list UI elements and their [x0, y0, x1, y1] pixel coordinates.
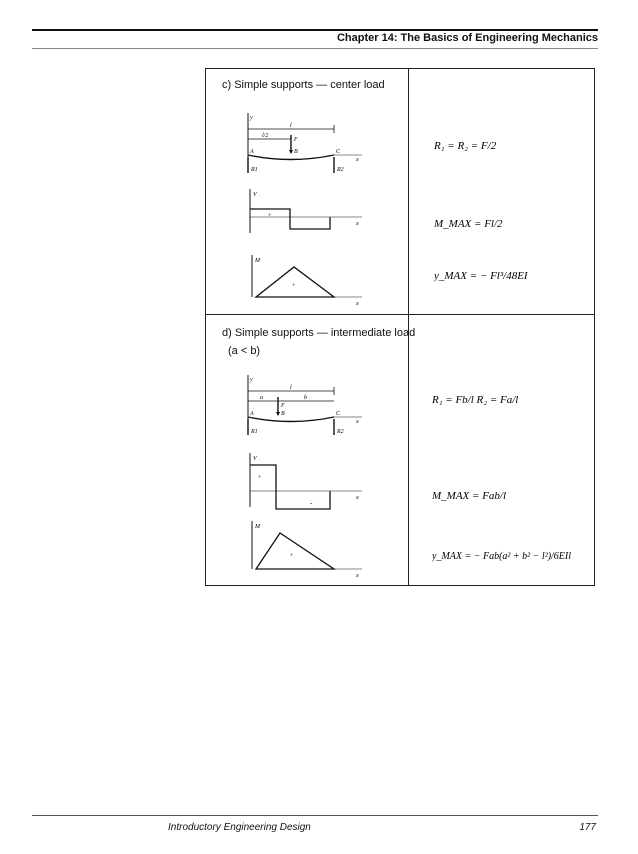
case-c-mmax-text: M_MAX = Fl/2: [434, 218, 503, 230]
case-c-moment-plus: +: [292, 283, 296, 289]
case-c-v-label: V: [253, 192, 257, 198]
case-c-title: c) Simple supports — center load: [222, 79, 385, 91]
case-d-beam-diagram: [234, 371, 374, 443]
case-c-a-label: A: [250, 149, 254, 155]
case-d-ymax-text: y_MAX = − Fab(a² + b² − l²)/6EIl: [432, 551, 572, 562]
beam-formula-table: [205, 68, 595, 586]
page-number: 177: [579, 822, 596, 833]
footer-rule: [32, 815, 598, 816]
case-d-v-label: V: [253, 456, 257, 462]
case-d-x-label: x: [356, 419, 359, 425]
case-d-c-label: C: [336, 411, 341, 417]
case-d-shear-plus: +: [258, 475, 262, 481]
case-d-a-dim-label: a: [260, 395, 263, 401]
case-d-mmax-text: M_MAX = Fab/l: [432, 490, 507, 502]
row-divider: [206, 314, 594, 315]
case-c-reactions-text: R₁ = R₂ = F/2: [434, 140, 497, 152]
case-c-r2-label: R2: [337, 167, 344, 173]
case-c-mmax-formula: [434, 207, 584, 247]
case-d-x-label-3: x: [356, 573, 359, 579]
case-d-b-label: B: [281, 411, 285, 417]
case-c-x-label-2: x: [356, 221, 359, 227]
case-d-shear-diagram: [234, 451, 374, 515]
case-d-shear-minus: -: [310, 499, 313, 507]
case-d-r2-label: R2: [337, 429, 344, 435]
header-rule: [32, 29, 598, 31]
case-d-reactions-text: R₁ = Fb/l R₂ = Fa/l: [432, 394, 519, 406]
chapter-title: Chapter 14: The Basics of Engineering Mechanics: [336, 32, 598, 44]
case-d-moment-plus: +: [290, 553, 294, 559]
case-c-beam-diagram: [234, 109, 374, 181]
case-c-c-label: C: [336, 149, 341, 155]
case-d-f-label: F: [281, 403, 285, 409]
case-d-condition: (a < b): [228, 345, 261, 357]
case-d-reactions-formula: [432, 383, 588, 423]
case-d-m-label: M: [255, 524, 260, 530]
case-c-x-label: x: [356, 157, 359, 163]
header-underline: [32, 48, 598, 49]
case-d-r1-label: R1: [251, 429, 258, 435]
case-c-half-label: l/2: [262, 133, 269, 139]
case-c-ymax-text: y_MAX = − Fl³/48EI: [434, 270, 528, 282]
book-title: Introductory Engineering Design: [168, 822, 311, 833]
case-c-ymax-formula: [434, 259, 584, 299]
case-d-b-dim-label: b: [304, 395, 307, 401]
case-d-mmax-formula: [432, 479, 588, 519]
case-d-ymax-formula: [432, 539, 590, 579]
case-c-m-label: M: [255, 258, 260, 264]
case-c-reactions-formula: [434, 129, 584, 169]
case-d-moment-diagram: [234, 519, 374, 581]
case-c-f-label: F: [294, 137, 298, 143]
case-c-shear-diagram: [234, 187, 374, 243]
case-d-y-label: y: [250, 377, 253, 383]
case-d-title: d) Simple supports — intermediate load: [222, 327, 416, 339]
case-c-x-label-3: x: [356, 301, 359, 307]
case-c-r1-label: R1: [251, 167, 258, 173]
case-c-l-label: l: [290, 123, 292, 129]
case-c-y-label: y: [250, 115, 253, 121]
case-c-shear-plus: +: [268, 213, 272, 219]
case-d-x-label-2: x: [356, 495, 359, 501]
case-d-a-label: A: [250, 411, 254, 417]
case-d-l-label: l: [290, 385, 292, 391]
case-c-moment-diagram: [234, 253, 374, 309]
case-c-b-label: B: [294, 149, 298, 155]
